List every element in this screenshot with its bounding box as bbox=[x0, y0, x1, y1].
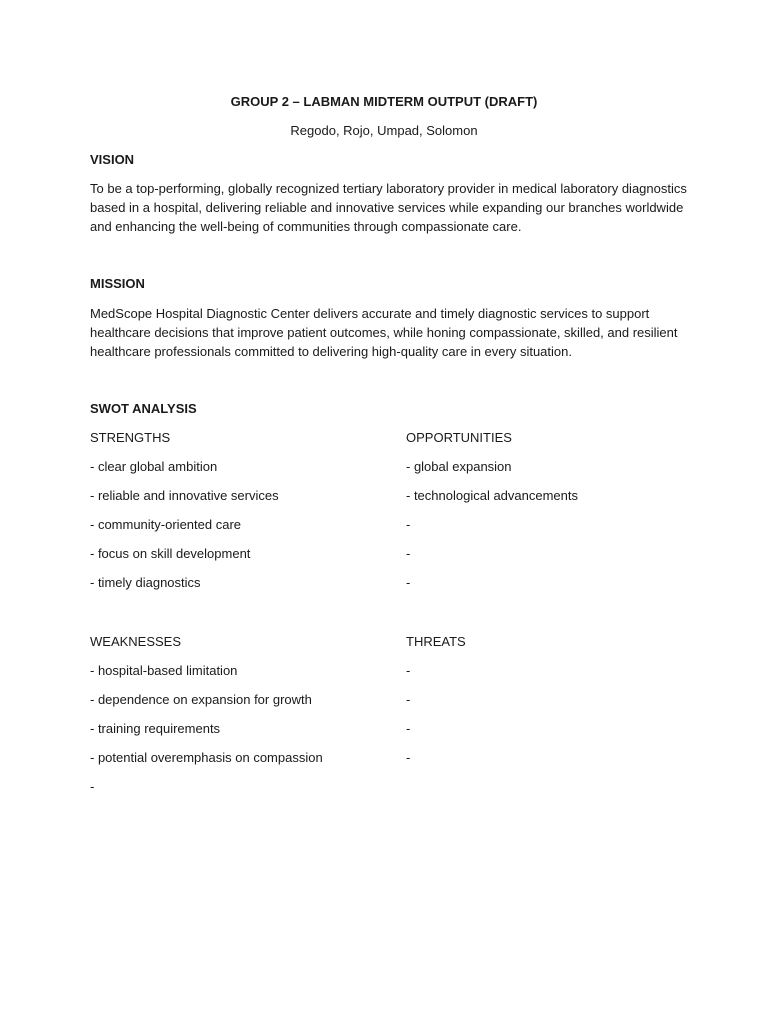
list-item: - reliable and innovative services bbox=[90, 488, 279, 503]
list-item: - timely diagnostics bbox=[90, 575, 201, 590]
swot-heading: SWOT ANALYSIS bbox=[90, 401, 197, 416]
list-item: - bbox=[406, 575, 411, 590]
document-title: GROUP 2 – LABMAN MIDTERM OUTPUT (DRAFT) bbox=[230, 94, 538, 109]
document-authors: Regodo, Rojo, Umpad, Solomon bbox=[290, 123, 478, 138]
opportunities-label: OPPORTUNITIES bbox=[406, 430, 512, 445]
strengths-label: STRENGTHS bbox=[90, 430, 171, 445]
list-item: - community-oriented care bbox=[90, 517, 241, 532]
list-item: - bbox=[406, 546, 411, 561]
threats-list bbox=[406, 634, 466, 779]
list-item: - bbox=[406, 663, 411, 678]
list-item: - dependence on expansion for growth bbox=[90, 692, 312, 707]
list-item: - bbox=[406, 750, 411, 765]
list-item: - global expansion bbox=[406, 459, 512, 474]
mission-heading: MISSION bbox=[90, 276, 145, 291]
threats-label: THREATS bbox=[406, 634, 466, 649]
list-item: - bbox=[90, 779, 95, 794]
opportunities-list bbox=[406, 430, 578, 604]
mission-text: MedScope Hospital Diagnostic Center delivers accurate and timely diagnostic services to support healthcare decisions that improve patient outcomes, while honing compassionate, skilled, and resilient healthcare professionals committed to delivering high-quality care in every situation. bbox=[90, 306, 678, 359]
vision-text: To be a top-performing, globally recognized tertiary laboratory provider in medical laboratory diagnostics based in a hospital, delivering reliable and innovative services while expanding our branches worldwide and enhancing the well-being of communities through compassionate care. bbox=[90, 181, 687, 234]
list-item: - bbox=[406, 721, 411, 736]
list-item: - focus on skill development bbox=[90, 546, 251, 561]
vision-heading: VISION bbox=[90, 152, 135, 167]
list-item: - bbox=[406, 517, 411, 532]
list-item: - potential overemphasis on compassion bbox=[90, 750, 323, 765]
weaknesses-label: WEAKNESSES bbox=[90, 634, 182, 649]
weaknesses-list bbox=[90, 634, 323, 808]
strengths-list bbox=[90, 430, 279, 604]
list-item: - clear global ambition bbox=[90, 459, 218, 474]
list-item: - training requirements bbox=[90, 721, 221, 736]
list-item: - bbox=[406, 692, 411, 707]
list-item: - hospital-based limitation bbox=[90, 663, 238, 678]
list-item: - technological advancements bbox=[406, 488, 578, 503]
